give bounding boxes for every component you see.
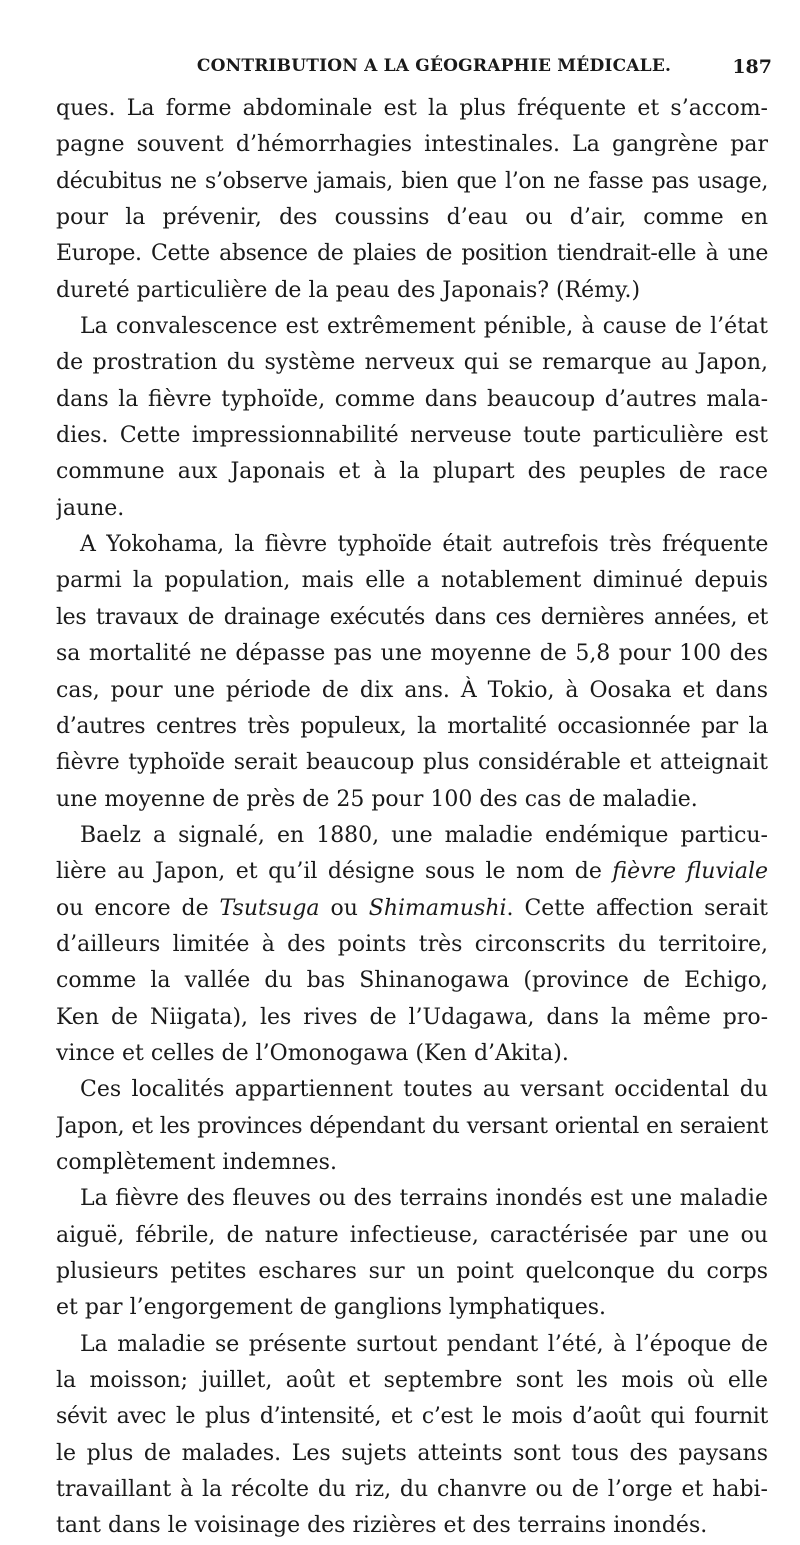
text-line	[56, 854, 768, 890]
text-segment: ou encore de	[56, 895, 220, 921]
text-line: vince et celles de l’Omonogawa (Ken d’Akita).	[56, 1040, 569, 1066]
paragraph-start: Ces localités appartiennent toutes au versant occidental du	[80, 1077, 768, 1103]
text-line: Japon, et les provinces dépendant du versant oriental en seraient	[56, 1113, 768, 1139]
text-line: Ken de Niigata), les rives de l’Udagawa, dans la même pro-	[56, 1004, 768, 1030]
text-line: plusieurs petites eschares sur un point quelconque du corps	[56, 1259, 768, 1284]
paragraph-start: La maladie se présente surtout pendant l’été, à l’époque de	[80, 1331, 768, 1357]
italic-term: fièvre fluviale	[612, 859, 768, 885]
text-line: la moisson; juillet, août et septembre sont les mois où elle	[56, 1368, 768, 1394]
text-line: cas, pour une période de dix ans. À Tokio, à Oosaka et dans	[56, 677, 768, 703]
text-line: décubitus ne s’observe jamais, bien que l’on ne fasse pas usage,	[56, 168, 768, 194]
text-line: une moyenne de près de 25 pour 100 des cas de maladie.	[56, 786, 698, 812]
italic-term: Tsutsuga	[219, 895, 320, 921]
text-line: d’autres centres très populeux, la mortalité occasionnée par la	[56, 713, 768, 739]
text-line: ques. La forme abdominale est la plus fréquente et s’accom-	[56, 96, 768, 121]
text-line: pour la prévenir, des coussins d’eau ou d’air, comme en	[56, 205, 768, 231]
text-line: les travaux de drainage exécutés dans ces dernières années, et	[56, 604, 768, 630]
text-line: dies. Cette impressionnabilité nerveuse toute particulière est	[56, 423, 768, 449]
body-text	[56, 91, 768, 1545]
text-line: d’ailleurs limitée à des points très circonscrits du territoire,	[56, 931, 768, 957]
paragraph-start: A Yokohama, la fièvre typhoïde était autrefois très fréquente	[80, 532, 768, 558]
text-line: et par l’engorgement de ganglions lymphatiques.	[56, 1295, 607, 1321]
text-line: tant dans le voisinage des rizières et des terrains inondés.	[56, 1513, 708, 1539]
text-line: parmi la population, mais elle a notablement diminué depuis	[56, 568, 768, 594]
text-line: travaillant à la récolte du riz, du chanvre ou de l’orge et habi-	[56, 1477, 768, 1503]
text-line: dureté particulière de la peau des Japonais? (Rémy.)	[56, 277, 641, 303]
paragraph-start: Baelz a signalé, en 1880, une maladie endémique particu-	[80, 822, 768, 848]
running-head	[56, 56, 772, 86]
text-line: fièvre typhoïde serait beaucoup plus considérable et atteignait	[56, 750, 768, 776]
text-line: Europe. Cette absence de plaies de position tiendrait-elle à une	[56, 241, 768, 267]
text-segment: . Cette affection serait	[506, 895, 768, 921]
page-number: 187	[732, 56, 772, 78]
text-segment: ou	[319, 895, 369, 921]
text-line: comme la vallée du bas Shinanogawa (province de Echigo,	[56, 968, 768, 994]
text-line: de prostration du système nerveux qui se remarque au Japon,	[56, 350, 768, 376]
text-line: le plus de malades. Les sujets atteints sont tous des paysans	[56, 1440, 768, 1466]
italic-term: Shimamushi	[368, 895, 507, 921]
text-line: jaune.	[56, 495, 125, 521]
text-line	[56, 891, 768, 927]
paragraph-start: La convalescence est extrêmement pénible, à cause de l’état	[80, 314, 768, 340]
text-line: dans la fièvre typhoïde, comme dans beaucoup d’autres mala-	[56, 386, 768, 412]
running-title: CONTRIBUTION A LA GÉOGRAPHIE MÉDICALE.	[196, 56, 672, 76]
text-line: sa mortalité ne dépasse pas une moyenne de 5,8 pour 100 des	[56, 641, 768, 667]
paragraph-start: La fièvre des fleuves ou des terrains inondés est une maladie	[80, 1186, 768, 1212]
text-segment: lière au Japon, et qu’il désigne sous le nom de	[56, 859, 613, 885]
text-line: pagne souvent d’hémorrhagies intestinales. La gangrène par	[56, 132, 768, 158]
text-line: aiguë, fébrile, de nature infectieuse, caractérisée par une ou	[56, 1222, 768, 1248]
text-line: complètement indemnes.	[56, 1149, 337, 1175]
text-line: sévit avec le plus d’intensité, et c’est le mois d’août qui fournit	[56, 1404, 768, 1430]
text-line: commune aux Japonais et à la plupart des peuples de race	[56, 459, 768, 485]
